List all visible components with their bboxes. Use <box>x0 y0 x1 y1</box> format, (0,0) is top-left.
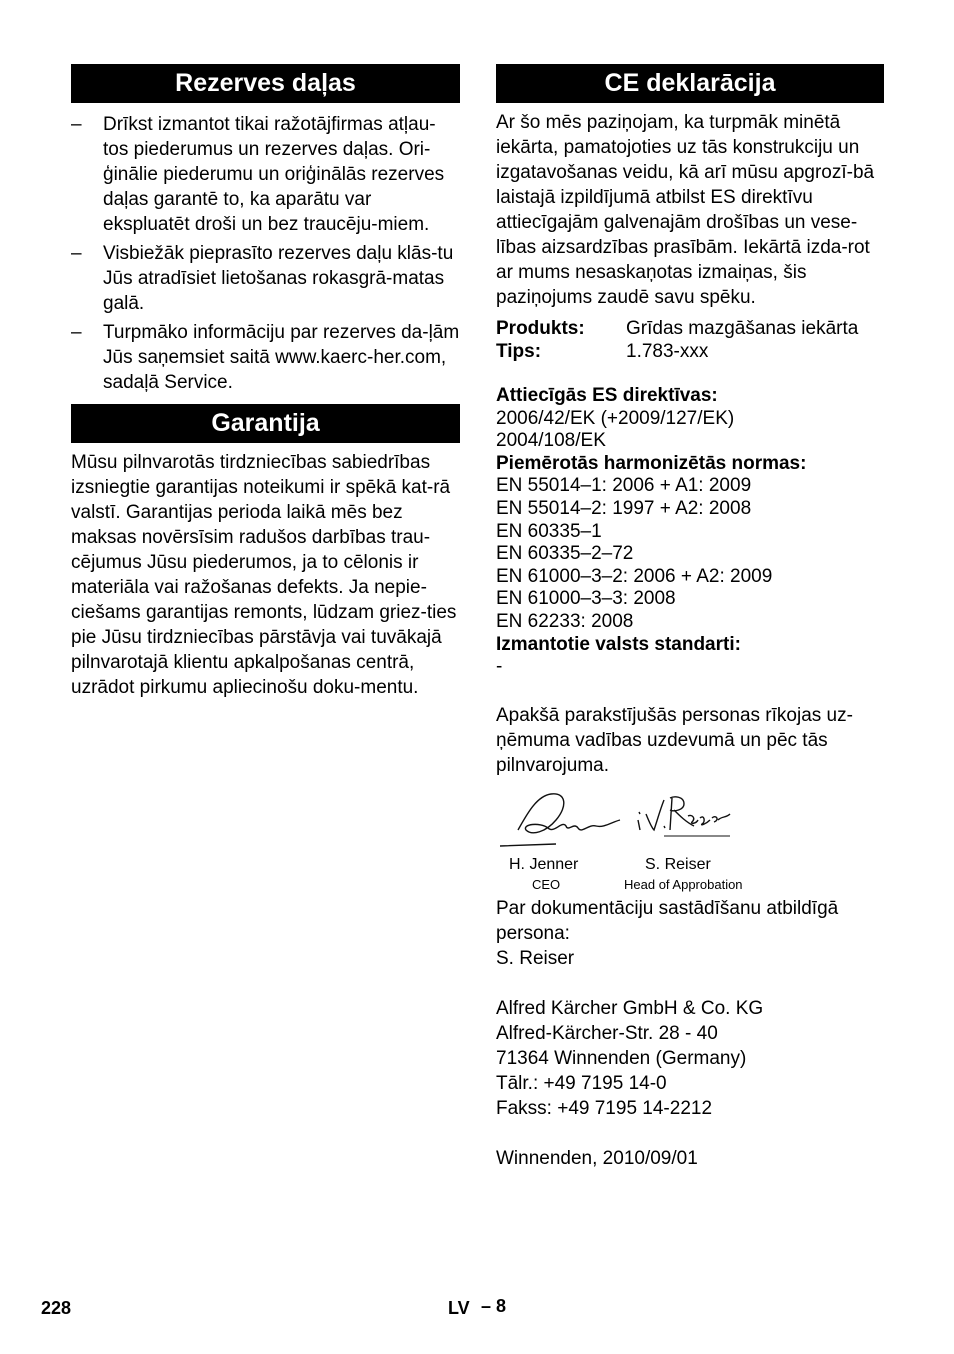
national-standards-value: - <box>496 656 503 678</box>
company-city: 71364 Winnenden (Germany) <box>496 1047 747 1069</box>
product-label: Produkts: <box>496 318 585 339</box>
place-date: Winnenden, 2010/09/01 <box>496 1147 698 1169</box>
signatories-text: Apakšā parakstījušās personas rīkojas uz-ņēmuma vadības uzdevumā un pēc tās pilnvarojuma. <box>496 704 853 776</box>
spare-parts-list <box>71 103 460 395</box>
signer-1-role: CEO <box>532 876 561 892</box>
sub-page-number: – 8 <box>481 1296 507 1316</box>
warranty-heading: Garantija <box>71 404 460 443</box>
product-table <box>496 317 858 363</box>
language-code: LV <box>448 1298 470 1318</box>
directive-item: 2006/42/EK (+2009/127/EK) <box>496 407 735 429</box>
norms-label: Piemērotās harmonizētās normas: <box>496 452 807 474</box>
norm-item: EN 60335–1 <box>496 520 602 542</box>
norm-item: EN 61000–3–3: 2008 <box>496 588 676 610</box>
spare-parts-heading: Rezerves daļas <box>71 64 460 103</box>
list-item: – Visbiežāk pieprasīto rezerves daļu klās-tu Jūs atradīsiet lietošanas rokasgrā-matas galā. <box>71 243 454 314</box>
norm-item: EN 62233: 2008 <box>496 610 634 632</box>
dash-bullet: – <box>71 322 82 343</box>
type-label: Tips: <box>496 341 542 362</box>
page-number: 228 <box>41 1298 72 1318</box>
norm-item: EN 55014–1: 2006 + A1: 2009 <box>496 475 752 497</box>
type-value: 1.783-xxx <box>626 341 709 362</box>
directive-item: 2004/108/EK <box>496 430 606 452</box>
list-item: – Drīkst izmantot tikai ražotājfirmas atļau-tos piederumus un rezerves daļas. Ori-ģinālie piederumu un oriģinālās rezerves daļas garantē to, ka aparātu var ekspluatēt droši un bez traucēju-miem. <box>71 114 445 235</box>
warranty-text: Mūsu pilnvarotās tirdzniecības sabiedrības izsniegtie garantijas noteikumi ir spēkā kat-rā valstī. Garantijas perioda laikā mēs bez maksas novērsīsim radušos darbības trau-cējumus Jūsu piederumos, ja to cēlonis ir materiāla vai ražošanas defekts. Ja nepie-ciešams garantijas remonts, lūdzam griez-ties pie Jūsu tirdzniecības pārstāvja vai tuvākajā pilnvarotajā klientu apkalpošanas centrā, uzrādot pirkumu apliecinošu doku-mentu. <box>71 452 457 698</box>
national-standards-label: Izmantotie valsts standarti: <box>496 633 741 655</box>
dash-bullet: – <box>71 243 82 264</box>
ce-intro: Ar šo mēs paziņojam, ka turpmāk minētā iekārta, pamatojoties uz tās konstrukciju un izgatavošanas veidu, kā arī mūsu apgrozī-bā laistajā izpildījumā atbilst ES direktīvu attiecīgajām galvenajām drošības un vese-lības aizsardzības prasībām. Iekārtā izda-rot ar mums nesaskaņotas izmaiņas, šis paziņojums zaudē savu spēku. <box>496 112 875 308</box>
norm-item: EN 61000–3–2: 2006 + A2: 2009 <box>496 565 773 587</box>
documentation-person: S. Reiser <box>496 947 575 969</box>
company-name: Alfred Kärcher GmbH & Co. KG <box>496 997 764 1019</box>
standards-block <box>496 385 884 679</box>
norm-item: EN 55014–2: 1997 + A2: 2008 <box>496 497 752 519</box>
signature-reiser-icon <box>634 790 734 840</box>
signer-2-role: Head of Approbation <box>624 876 743 892</box>
signer-1-name: H. Jenner <box>509 855 579 873</box>
company-street: Alfred-Kärcher-Str. 28 - 40 <box>496 1022 718 1044</box>
company-phone: Tālr.: +49 7195 14-0 <box>496 1072 667 1094</box>
company-fax: Fakss: +49 7195 14-2212 <box>496 1097 713 1119</box>
signature-jenner-icon <box>496 786 626 851</box>
signer-2-name: S. Reiser <box>645 855 711 873</box>
norm-item: EN 60335–2–72 <box>496 543 634 565</box>
documentation-label: Par dokumentāciju sastādīšanu atbildīgā persona: <box>496 897 839 944</box>
left-column <box>71 64 460 700</box>
directives-label: Attiecīgās ES direktīvas: <box>496 385 718 406</box>
dash-bullet: – <box>71 114 82 135</box>
list-item: – Turpmāko informāciju par rezerves da-ļām Jūs saņemsiet saitā www.kaerc-her.com, sadaļā Service. <box>71 322 460 393</box>
signature-block <box>496 778 884 892</box>
company-address <box>496 996 884 1121</box>
ce-declaration-heading: CE deklarācija <box>496 64 884 103</box>
right-column <box>496 64 884 1171</box>
product-value: Grīdas mazgāšanas iekārta <box>626 318 859 339</box>
